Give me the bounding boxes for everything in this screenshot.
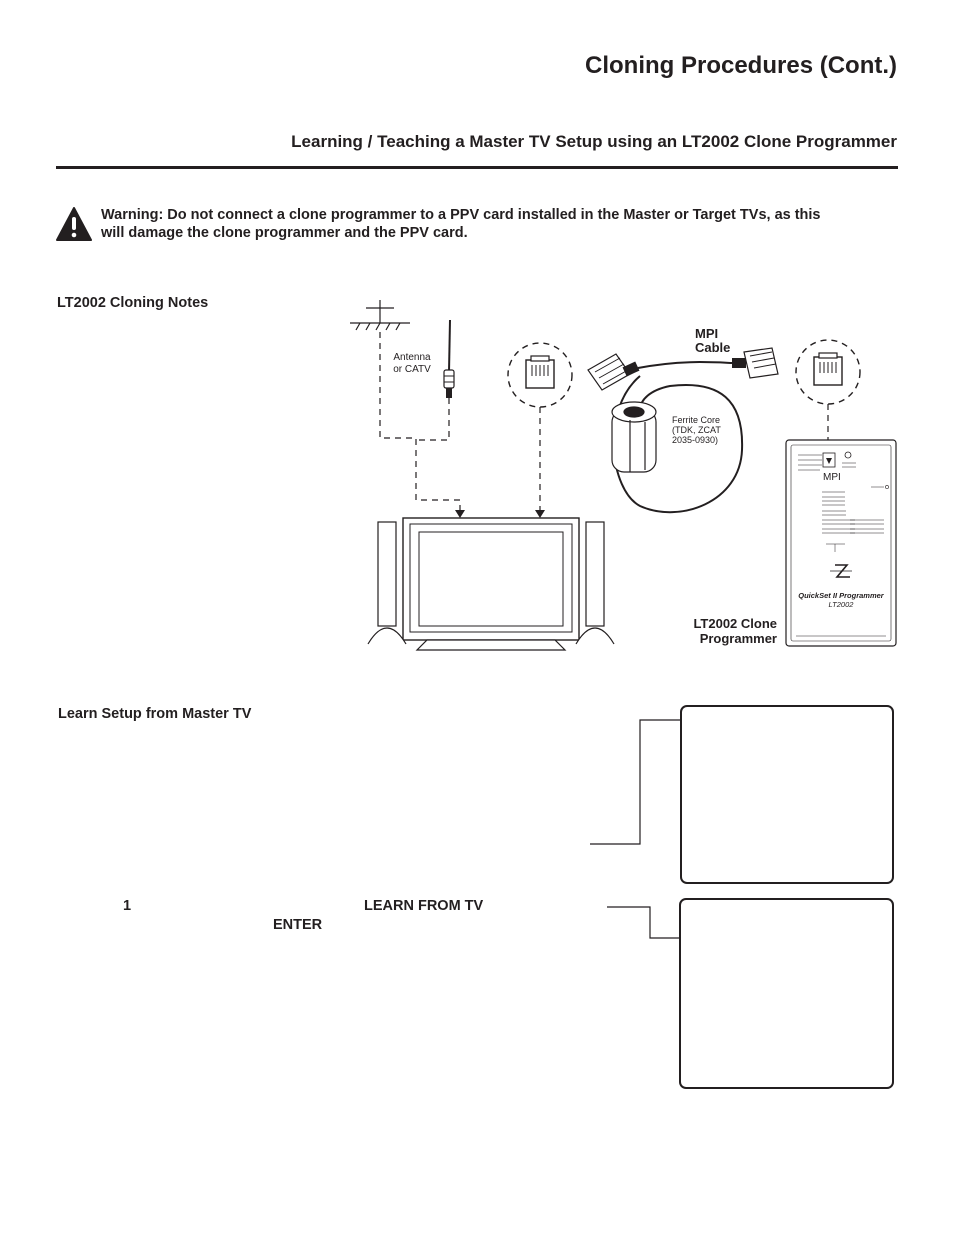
device-port-label: MPI [823,472,841,483]
cloning-notes-heading: LT2002 Cloning Notes [57,295,209,311]
warning-triangle-icon [56,206,92,242]
mpi-cable-label-line1: MPI [695,326,719,341]
antenna-label-line2: or CATV [393,364,431,375]
page-title: Cloning Procedures (Cont.) [585,52,897,79]
lt2002-programmer-device [786,440,896,646]
tv-menu-screen-1 [680,705,894,884]
programmer-label-line2: Programmer [699,631,777,646]
step-learn-from-tv: LEARN FROM TV [364,898,484,914]
programmer-label-line1: LT2002 Clone [693,616,777,631]
connection-diagram [340,290,900,660]
mpi-cable-label-line2: Cable [695,340,731,355]
warning-text: Warning: Do not connect a clone programmer to a PPV card installed in the Master or Target TVs, as this will damage the clone programmer and the PPV card. [101,207,821,241]
antenna-label-line1: Antenna [393,352,431,363]
section-divider [56,166,898,169]
device-model: LT2002 [828,600,854,609]
ferrite-core-icon [612,402,656,472]
master-tv-icon [368,518,614,650]
coax-connector-icon [444,320,454,398]
step-enter-key: ENTER [273,917,323,933]
ferrite-label-line1: Ferrite Core [672,415,721,425]
mpi-plug-right-icon [732,348,778,378]
tv-mpi-jack-icon [508,343,572,407]
tv-menu-screen-2 [679,898,894,1089]
device-product-name: QuickSet II Programmer [798,591,884,600]
learn-setup-heading: Learn Setup from Master TV [58,706,252,722]
section-title: Learning / Teaching a Master TV Setup using an LT2002 Clone Programmer [291,132,897,151]
programmer-mpi-jack-icon [796,340,860,404]
step-number: 1 [123,898,132,914]
ferrite-label-line3: 2035-0930) [672,435,719,445]
ferrite-label-line2: (TDK, ZCAT [672,425,721,435]
antenna-icon [350,300,410,330]
